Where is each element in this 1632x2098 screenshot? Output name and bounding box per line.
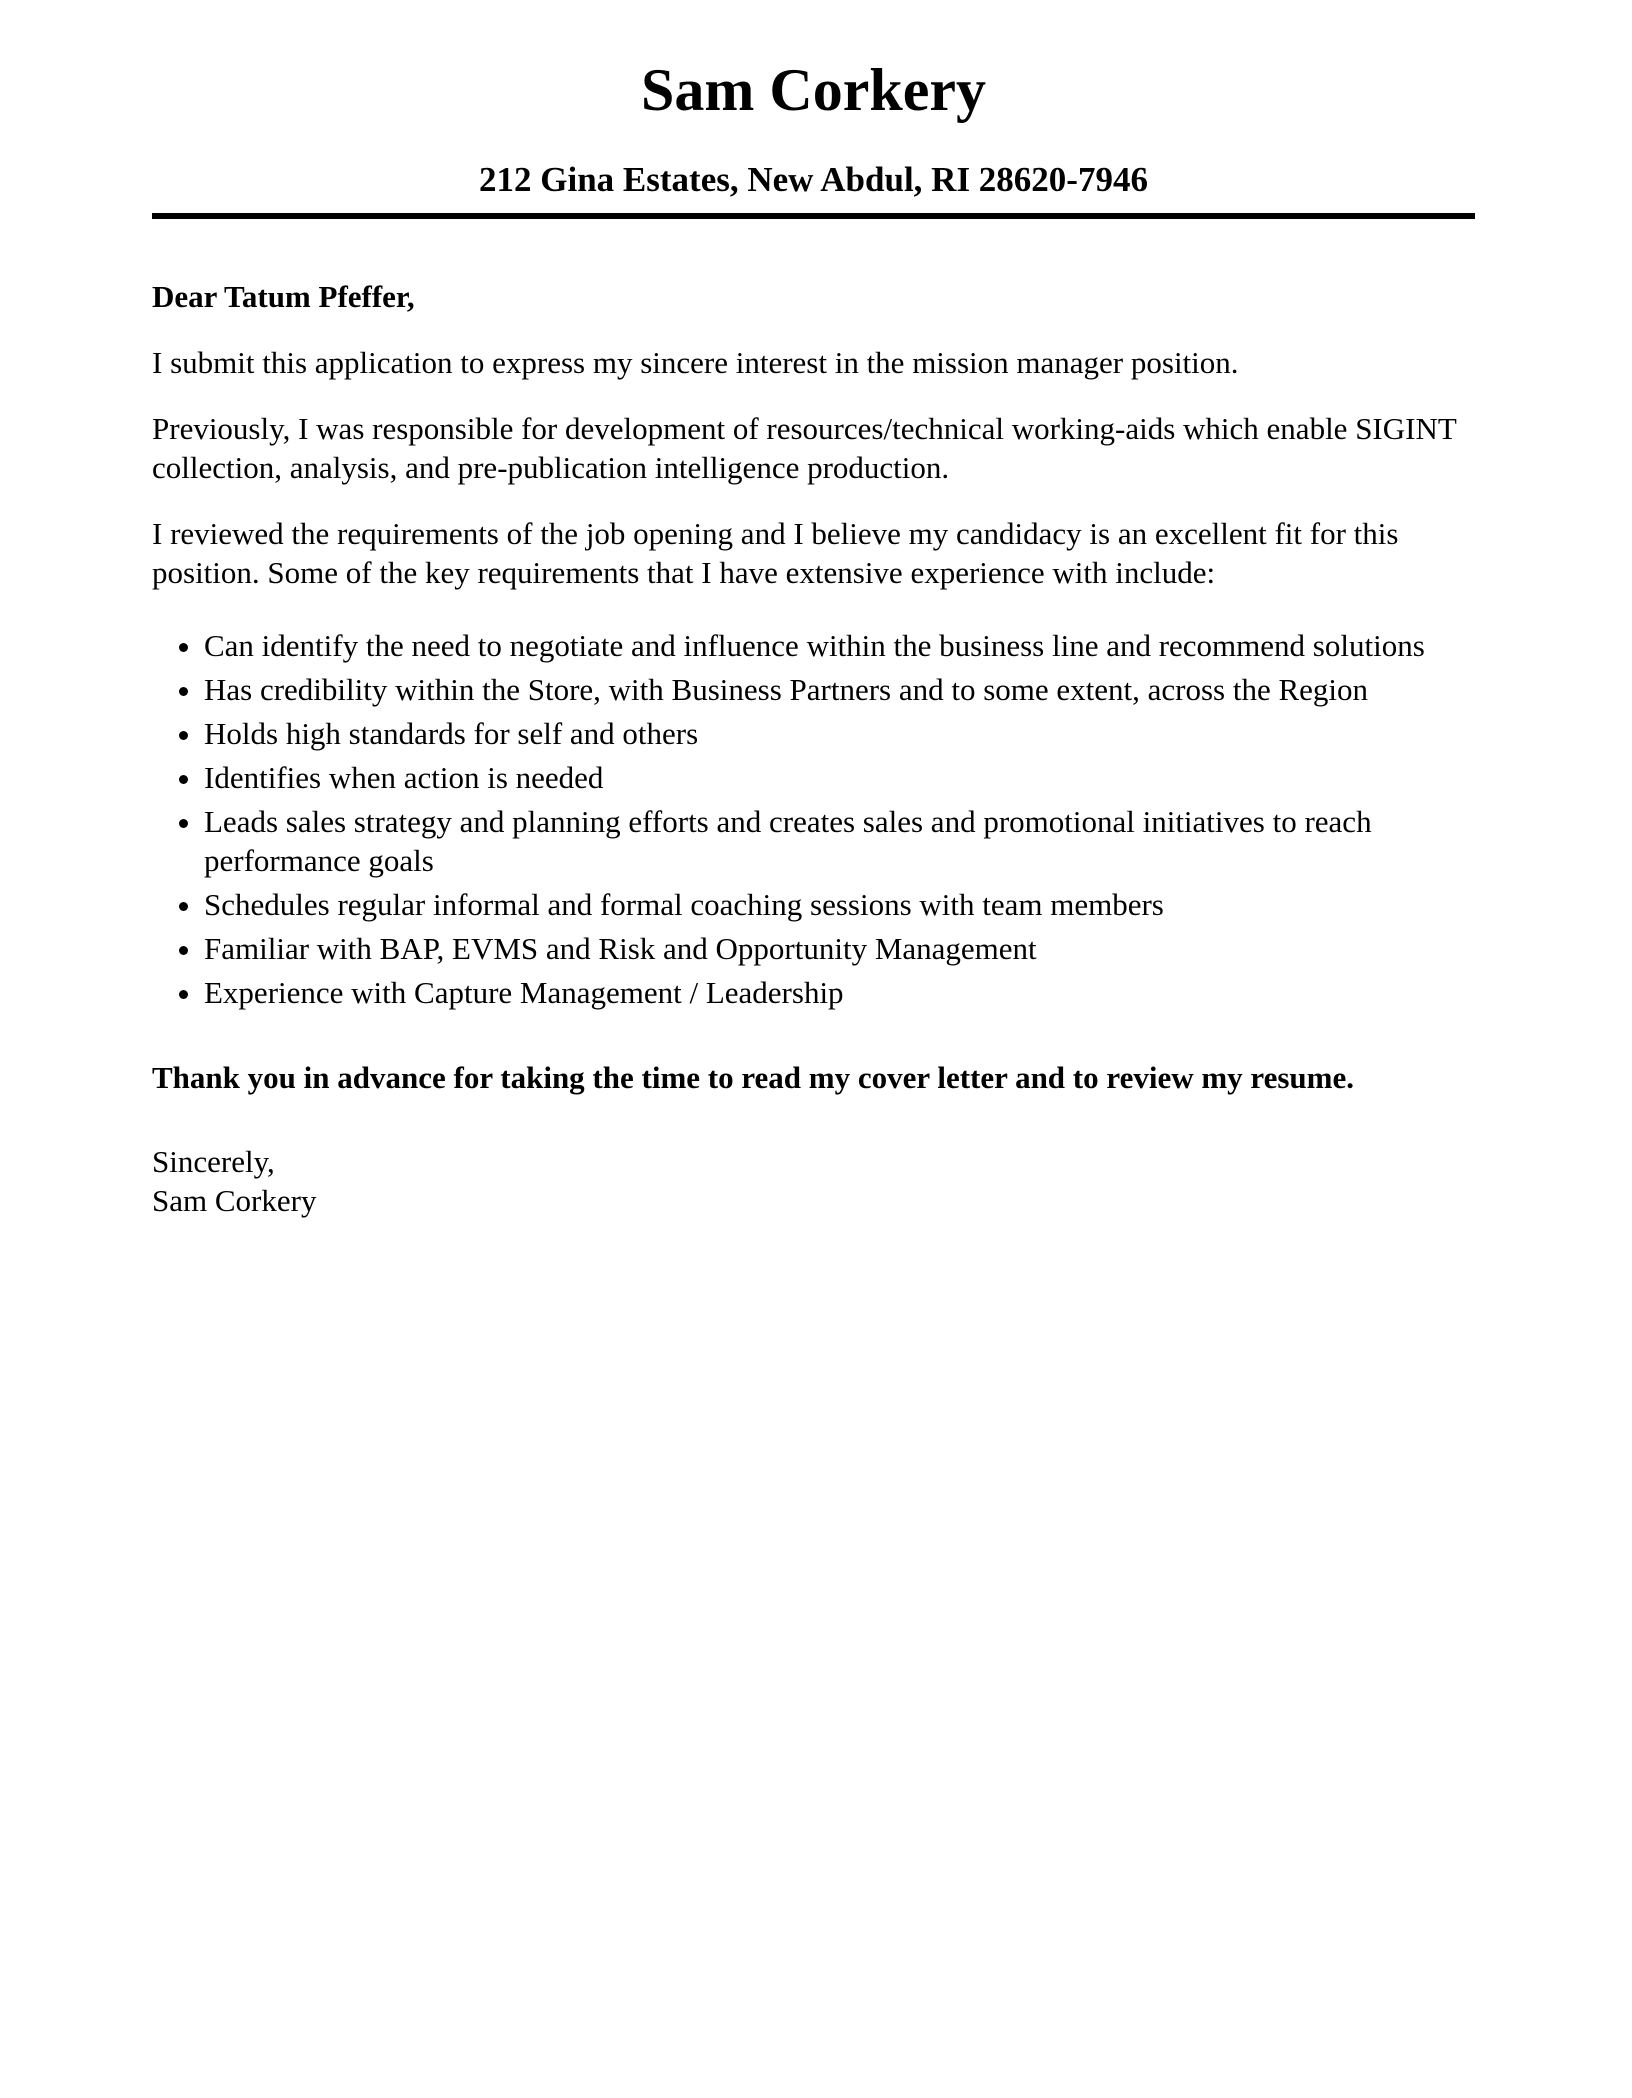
closing-word: Sincerely, (152, 1144, 275, 1179)
thanks-line: Thank you in advance for taking the time to read my cover letter and to review my resume. (152, 1060, 1355, 1095)
paragraph-requirements-lead: I reviewed the requirements of the job opening and I believe my candidacy is an excellent fit for this position. Some of the key requirements that I have extensive experience with include: (152, 516, 1399, 590)
salutation: Dear Tatum Pfeffer, (152, 279, 415, 314)
letter-content (152, 0, 1475, 1220)
closing-block (152, 1142, 1475, 1220)
signature-name: Sam Corkery (152, 1183, 317, 1218)
letter-header (152, 0, 1475, 219)
header-divider (152, 213, 1475, 219)
requirement-item: • Schedules regular informal and formal coaching sessions with team members (204, 885, 1447, 924)
requirement-item: • Familiar with BAP, EVMS and Risk and Opportunity Management (204, 929, 1447, 968)
sender-address: 212 Gina Estates, New Abdul, RI 28620-7946 (479, 160, 1148, 199)
requirement-item: • Experience with Capture Management / Leadership (204, 973, 1447, 1012)
requirement-item: • Has credibility within the Store, with Business Partners and to some extent, across the Region (204, 670, 1447, 709)
requirement-item: • Holds high standards for self and others (204, 714, 1447, 753)
requirement-item: • Can identify the need to negotiate and influence within the business line and recommend solutions (204, 626, 1447, 665)
paragraph-experience: Previously, I was responsible for development of resources/technical working-aids which enable SIGINT collection, analysis, and pre-publication intelligence production. (152, 411, 1457, 485)
requirements-list (152, 626, 1475, 1012)
paragraph-intro: I submit this application to express my sincere interest in the mission manager position. (152, 345, 1239, 380)
requirement-item: • Identifies when action is needed (204, 758, 1447, 797)
sender-name-title: Sam Corkery (641, 57, 986, 123)
requirement-item: • Leads sales strategy and planning efforts and creates sales and promotional initiatives to reach performance goals (204, 802, 1447, 880)
letter-body (152, 277, 1475, 1220)
